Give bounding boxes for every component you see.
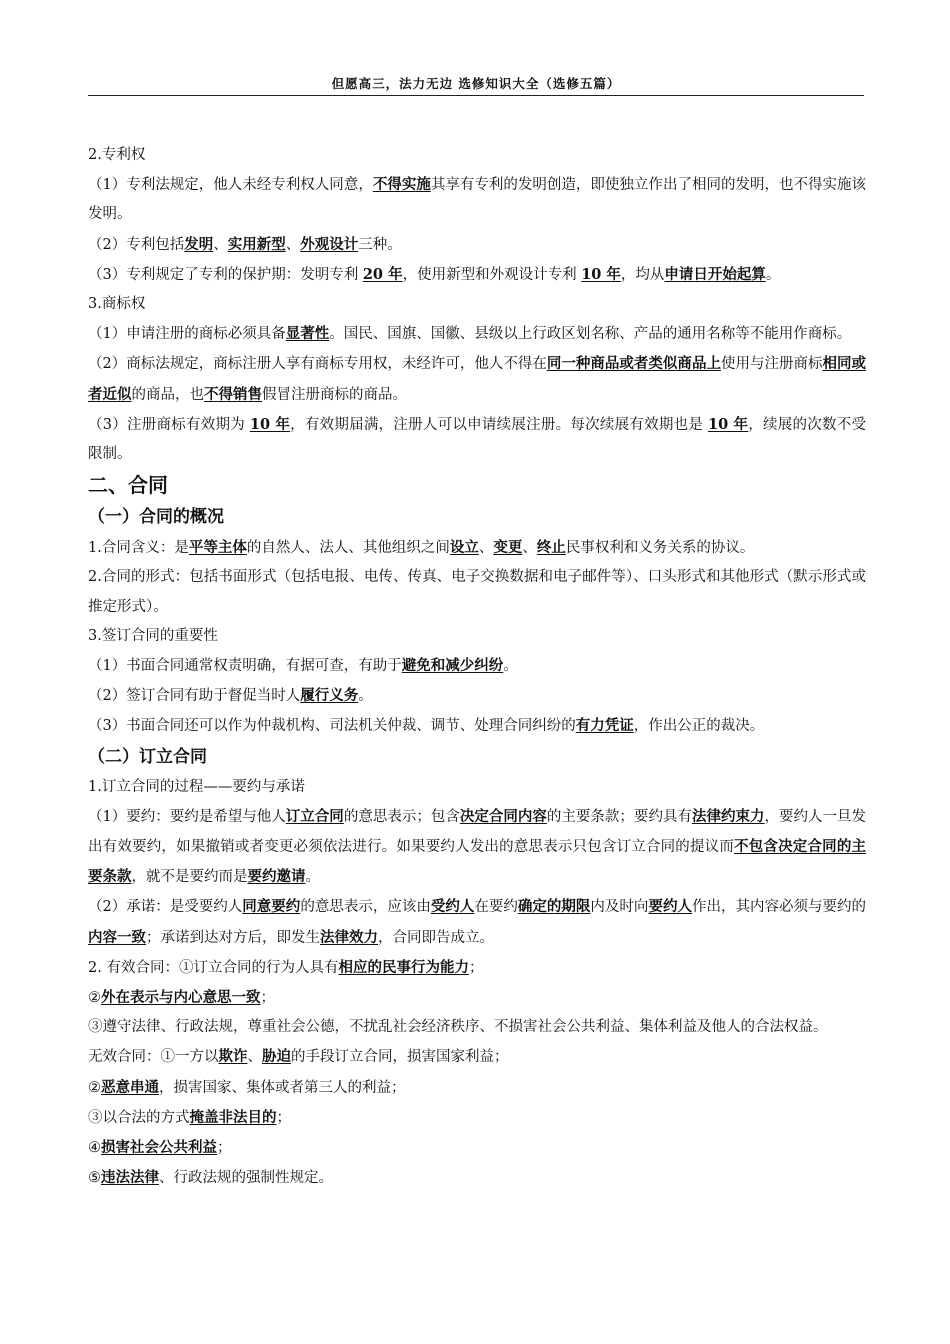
keyword: 20 年 [362, 265, 403, 283]
trademark-item-2: （2）商标法规定，商标注册人享有商标专用权，未经许可，他人不得在同一种商品或者类似商品上使用与注册商标相同或者近似的商品，也不得销售假冒注册商标的商品。 [88, 355, 867, 403]
header-divider [88, 95, 864, 96]
keyword: 法律效力 [320, 928, 378, 946]
conclude-item-11: ⑤违法法律、行政法规的强制性规定。 [88, 1169, 333, 1187]
keyword: 损害社会公共利益 [101, 1139, 217, 1157]
keyword: 欺诈 [218, 1048, 248, 1066]
document-body [88, 141, 866, 1194]
patent-item-2: （2）专利包括发明、实用新型、外观设计三种。 [88, 235, 402, 253]
section-trademark-title: 3.商标权 [88, 296, 146, 313]
overview-item-2: 2.合同的形式：包括书面形式（包括电报、电传、传真、电子交换数据和电子邮件等）、口头形式和其他形式（默示形式或推定形式）。 [88, 569, 866, 615]
keyword: 法律约束力 [691, 807, 765, 825]
overview-item-5: （2）签订合同有助于督促当时人履行义务。 [88, 687, 373, 705]
section-contract-heading: 二、合同 [88, 473, 168, 498]
patent-item-3: （3）专利规定了专利的保护期：发明专利 20 年，使用新型和外观设计专利 10 年，均从申请日开始起算。 [88, 265, 781, 283]
contract-overview-heading: （一）合同的概况 [88, 507, 224, 528]
trademark-item-1: （1）申请注册的商标必须具备显著性。国民、国旗、国徽、县级以上行政区划名称、产品的通用名称等不能用作商标。 [88, 325, 852, 343]
conclude-item-2: （1）要约：要约是希望与他人订立合同的意思表示；包含决定合同内容的主要条款；要约具有法律约束力，要约人一旦发出有效要约，如果撤销或者变更必须依法进行。如果要约人发出的意思表示只包含订立合同的提议而不包含决定合同的主要条款，就不是要约而是要约邀请。 [88, 807, 867, 886]
keyword: 内容一致 [88, 928, 146, 946]
section-patent-title: 2.专利权 [88, 147, 146, 163]
keyword: 要约人 [648, 898, 692, 916]
conclude-item-3: （2）承诺：是受要约人同意要约的意思表示，应该由受约人在要约确定的期限内及时向要约人作出，其内容必须与要约的内容一致；承诺到达对方后，即发生法律效力，合同即告成立。 [88, 898, 867, 946]
keyword: 实用新型 [227, 235, 286, 253]
patent-item-1: （1）专利法规定，他人未经专利权人同意，不得实施其享有专利的发明创造，即使独立作出了相同的发明，也不得实施该发明。 [88, 176, 867, 223]
keyword: 避免和减少纠纷 [401, 657, 504, 675]
contract-conclude-heading: （二）订立合同 [88, 746, 207, 767]
keyword: 确定的期限 [517, 898, 591, 916]
keyword: 同意要约 [242, 898, 301, 916]
keyword: 显著性 [285, 325, 330, 343]
keyword: 发明 [184, 235, 214, 253]
keyword: 要约邀请 [247, 868, 306, 886]
keyword: 恶意串通 [101, 1078, 159, 1096]
trademark-item-3: （3）注册商标有效期为 10 年，有效期届满，注册人可以申请续展注册。每次续展有效期也是 10 年，续展的次数不受限制。 [88, 415, 866, 463]
keyword: 决定合同内容 [459, 807, 547, 825]
keyword: 终止 [536, 539, 566, 557]
keyword: 设立 [449, 539, 479, 557]
conclude-item-9: ③以合法的方式掩盖非法目的； [88, 1108, 291, 1126]
overview-item-4: （1）书面合同通常权责明确，有据可查，有助于避免和减少纠纷。 [88, 657, 518, 675]
keyword: 违法法律 [101, 1169, 159, 1187]
conclude-item-5: ②外在表示与内心意思一致； [88, 989, 275, 1007]
keyword: 有力凭证 [575, 717, 634, 735]
conclude-item-1: 1.订立合同的过程——要约与承诺 [88, 778, 305, 795]
keyword: 胁迫 [262, 1048, 291, 1066]
keyword: 10 年 [708, 415, 749, 433]
keyword: 相同或者近似 [88, 355, 867, 403]
conclude-item-8: ②恶意串通，损害国家、集体或者第三人的利益； [88, 1078, 406, 1096]
keyword: 不得实施 [372, 176, 431, 194]
overview-item-3: 3.签订合同的重要性 [88, 627, 218, 644]
page-header: 但愿高三，法力无边 选修知识大全（选修五篇） [331, 76, 621, 91]
keyword: 履行义务 [300, 687, 359, 705]
keyword: 相应的民事行为能力 [338, 958, 469, 976]
keyword: 变更 [493, 539, 523, 557]
keyword: 10 年 [581, 265, 621, 283]
keyword: 10 年 [249, 415, 291, 433]
conclude-item-10: ④损害社会公共利益； [88, 1139, 232, 1157]
keyword: 受约人 [430, 898, 475, 916]
keyword: 外观设计 [300, 235, 359, 253]
keyword: 不包含决定合同的主要条款 [88, 838, 867, 886]
overview-item-1: 1.合同含义：是平等主体的自然人、法人、其他组织之间设立、变更、终止民事权利和义务关系的协议。 [88, 539, 755, 557]
keyword: 平等主体 [188, 539, 247, 557]
keyword: 掩盖非法目的 [189, 1108, 277, 1126]
conclude-item-7: 无效合同：①一方以欺诈、胁迫的手段订立合同，损害国家利益； [88, 1048, 509, 1066]
conclude-item-4: 2. 有效合同：①订立合同的行为人具有相应的民事行为能力； [88, 958, 484, 976]
conclude-item-6: ③遵守法律、行政法规，尊重社会公德，不扰乱社会经济秩序、不损害社会公共利益、集体利益及他人的合法权益。 [88, 1019, 828, 1036]
keyword: 订立合同 [285, 807, 344, 825]
keyword: 外在表示与内心意思一致 [101, 989, 261, 1007]
overview-item-6: （3）书面合同还可以作为仲裁机构、司法机关仲裁、调节、处理合同纠纷的有力凭证，作出公正的裁决。 [88, 717, 765, 735]
keyword: 同一种商品或者类似商品上 [546, 355, 721, 373]
keyword: 不得销售 [204, 385, 262, 403]
keyword: 申请日开始起算 [664, 265, 766, 283]
